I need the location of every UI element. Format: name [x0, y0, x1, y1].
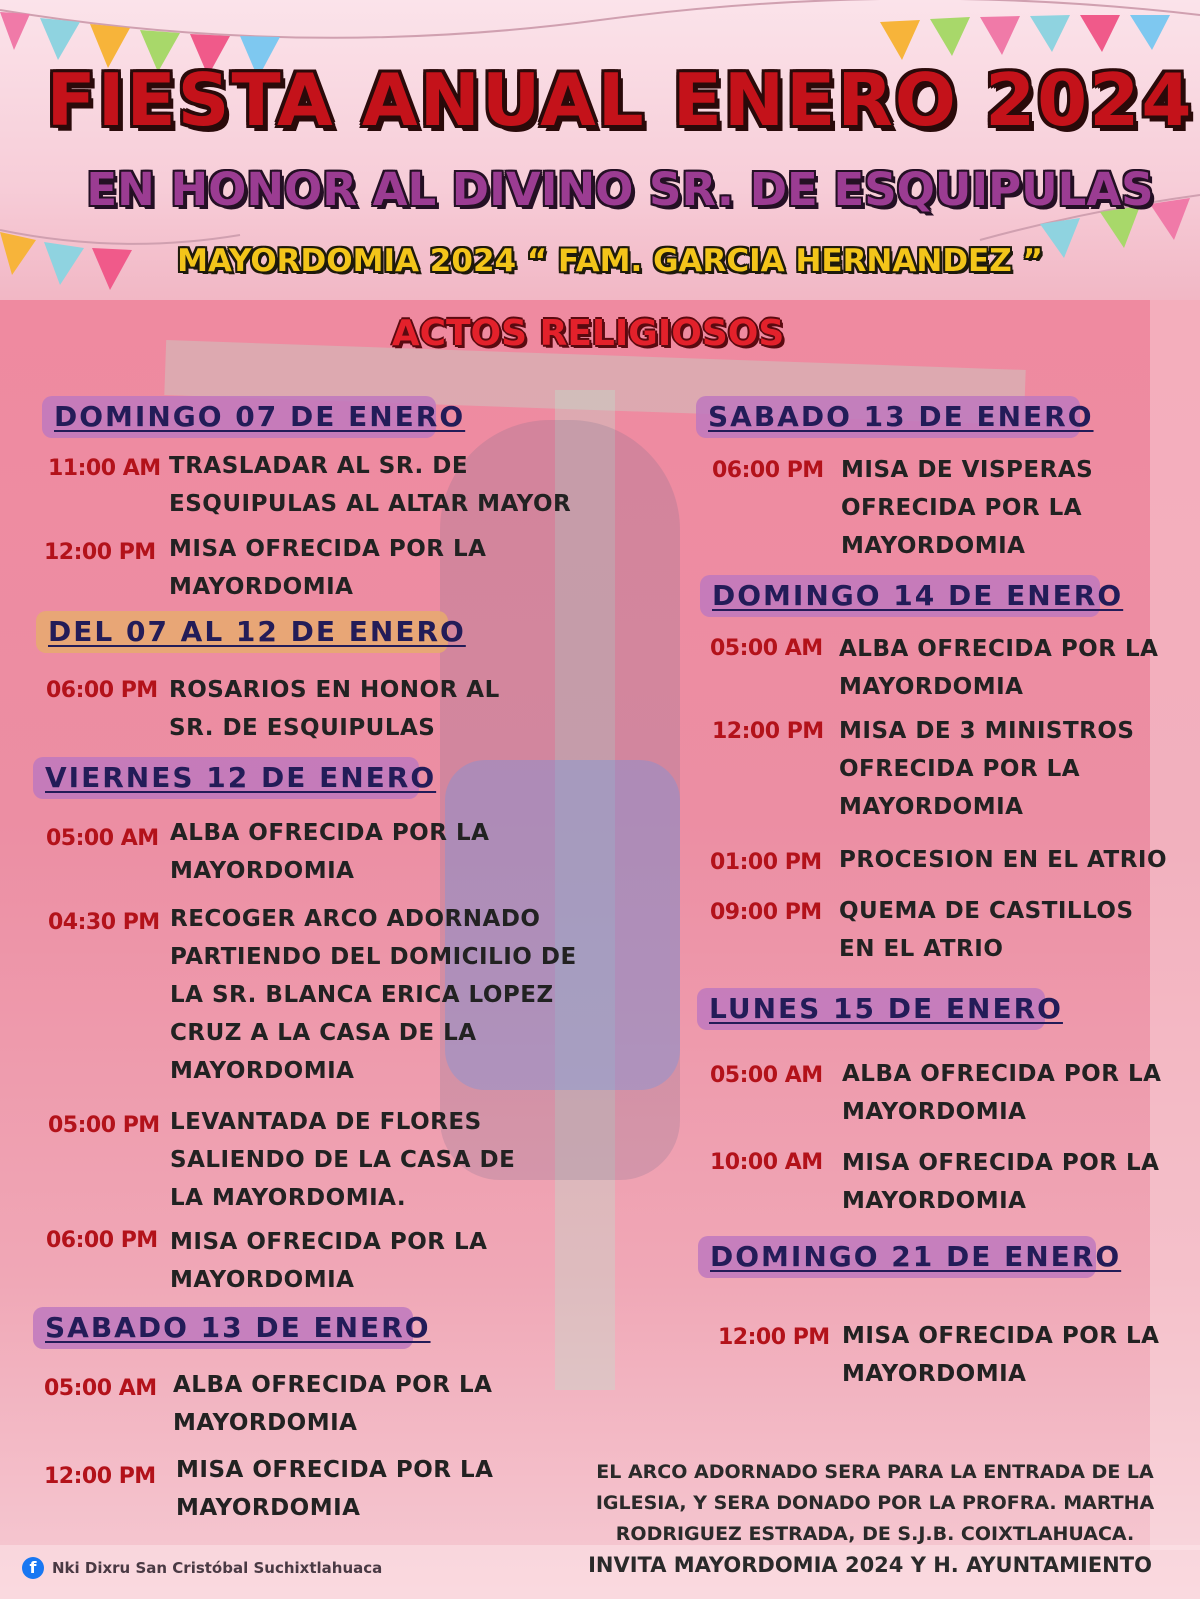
event-description: TRASLADAR AL SR. DE ESQUIPULAS AL ALTAR MAYOR: [169, 453, 572, 517]
event-description: MISA DE VISPERAS OFRECIDA POR LA MAYORDOMIA: [841, 457, 1094, 559]
event-description: MISA OFRECIDA POR LA MAYORDOMIA: [170, 1229, 488, 1293]
event-description: MISA DE 3 MINISTROS OFRECIDA POR LA MAYORDOMIA: [839, 718, 1135, 820]
event-time: 09:00 PM: [710, 900, 822, 925]
event-description: ALBA OFRECIDA POR LA MAYORDOMIA: [173, 1372, 493, 1436]
day-header-domingo-21: DOMINGO 21 DE ENERO: [698, 1236, 1096, 1278]
page-title: FIESTA ANUAL ENERO 2024: [46, 58, 1194, 142]
section-title: ACTOS RELIGIOSOS: [391, 313, 785, 354]
day-header-domingo-07: DOMINGO 07 DE ENERO: [42, 396, 436, 438]
day-header-lunes-15: LUNES 15 DE ENERO: [697, 988, 1045, 1030]
event-description: QUEMA DE CASTILLOS EN EL ATRIO: [839, 898, 1134, 962]
event-time: 04:30 PM: [48, 910, 160, 935]
event-description: PROCESION EN EL ATRIO: [839, 847, 1168, 873]
event-time: 12:00 PM: [44, 1464, 156, 1489]
day-header-sabado-13-right: SABADO 13 DE ENERO: [696, 396, 1080, 438]
event-description: ROSARIOS EN HONOR AL SR. DE ESQUIPULAS: [169, 677, 500, 741]
invitation-text: INVITA MAYORDOMIA 2024 Y H. AYUNTAMIENTO: [588, 1553, 1152, 1577]
mayordomia-title: MAYORDOMIA 2024 “ FAM. GARCIA HERNANDEZ ”: [177, 243, 1043, 279]
event-description: MISA OFRECIDA POR LA MAYORDOMIA: [842, 1323, 1160, 1387]
event-time: 10:00 AM: [710, 1150, 823, 1175]
event-description: MISA OFRECIDA POR LA MAYORDOMIA: [169, 536, 487, 600]
day-header-sabado-13-left: SABADO 13 DE ENERO: [33, 1307, 413, 1349]
event-time: 06:00 PM: [46, 678, 158, 703]
day-header-del-07-al-12: DEL 07 AL 12 DE ENERO: [36, 611, 448, 653]
event-time: 12:00 PM: [718, 1325, 830, 1350]
event-time: 05:00 PM: [48, 1113, 160, 1138]
event-time: 05:00 AM: [44, 1376, 157, 1401]
event-time: 01:00 PM: [710, 850, 822, 875]
facebook-icon: f: [22, 1557, 44, 1579]
event-time: 05:00 AM: [710, 1063, 823, 1088]
page-subtitle: EN HONOR AL DIVINO SR. DE ESQUIPULAS: [86, 163, 1154, 216]
event-description: ALBA OFRECIDA POR LA MAYORDOMIA: [170, 820, 490, 884]
arch-donation-note: EL ARCO ADORNADO SERA PARA LA ENTRADA DE LA IGLESIA, Y SERA DONADO POR LA PROFRA. MARTHA RODRIGUEZ ESTRADA, DE S.J.B. COIXTLAHUACA.: [595, 1461, 1155, 1545]
facebook-page-name: Nki Dixru San Cristóbal Suchixtlahuaca: [52, 1559, 383, 1577]
event-time: 05:00 AM: [710, 636, 823, 661]
event-time: 12:00 PM: [44, 540, 156, 565]
facebook-credit: [22, 1553, 382, 1583]
event-description: ALBA OFRECIDA POR LA MAYORDOMIA: [842, 1061, 1162, 1125]
day-header-viernes-12: VIERNES 12 DE ENERO: [33, 757, 419, 799]
event-time: 06:00 PM: [46, 1228, 158, 1253]
event-description: MISA OFRECIDA POR LA MAYORDOMIA: [842, 1150, 1160, 1214]
day-header-domingo-14: DOMINGO 14 DE ENERO: [700, 575, 1100, 617]
event-description: LEVANTADA DE FLORES SALIENDO DE LA CASA DE LA MAYORDOMIA.: [170, 1109, 516, 1211]
event-description: RECOGER ARCO ADORNADO PARTIENDO DEL DOMICILIO DE LA SR. BLANCA ERICA LOPEZ CRUZ A LA CASA DE LA MAYORDOMIA: [170, 906, 577, 1084]
event-time: 12:00 PM: [712, 719, 824, 744]
event-description: MISA OFRECIDA POR LA MAYORDOMIA: [176, 1457, 494, 1521]
event-time: 05:00 AM: [46, 826, 159, 851]
event-description: ALBA OFRECIDA POR LA MAYORDOMIA: [839, 636, 1159, 700]
event-time: 06:00 PM: [712, 458, 824, 483]
event-time: 11:00 AM: [48, 456, 161, 481]
